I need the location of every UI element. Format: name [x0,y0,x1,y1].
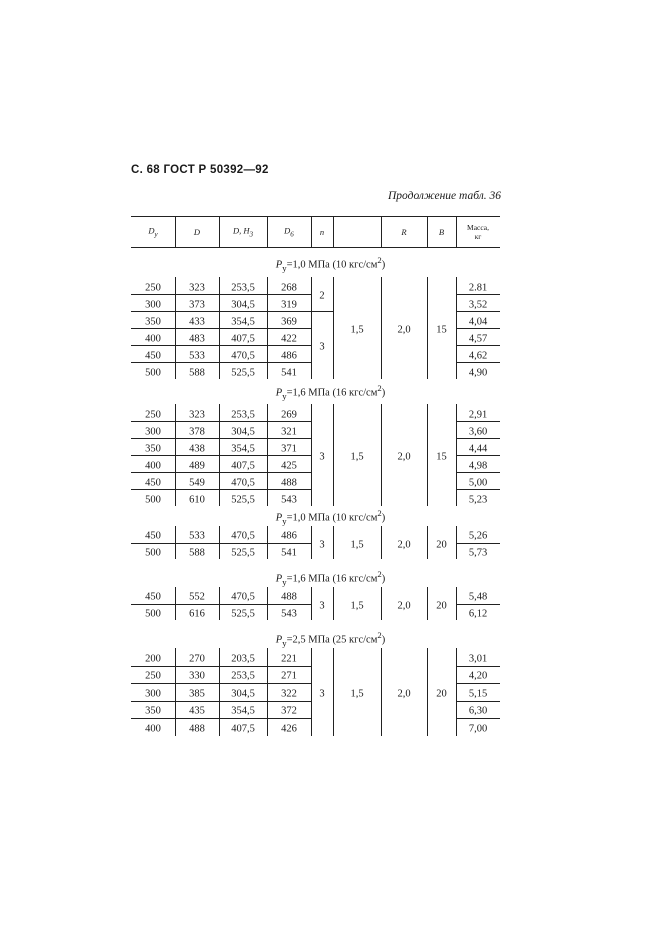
header-column-divider [427,216,428,247]
table-cell: 616 [189,608,205,620]
pressure-section-title: $P_y=1,0$ МПа (10 кгс/$см^2$) [275,255,386,273]
table-cell: 407,5 [231,723,255,735]
mass-cell: 2,91 [468,409,488,420]
table-cell: 470,5 [231,477,255,488]
table-cell: 221 [281,653,297,665]
column-header: D, $H_3$ [232,225,254,238]
mass-cell: 3,52 [468,299,488,310]
table-cell: 525,5 [231,547,255,559]
table-cell: 300 [145,426,161,437]
row-divider [456,472,500,473]
table-cell: 541 [281,367,297,378]
n-cell: 2 [319,290,325,302]
pressure-section-title: $P_y=1,6$ МПа (16 кгс/$см^2$) [275,569,386,587]
table-cell: 489 [189,460,205,471]
column-header: D [193,226,201,237]
row-divider [456,294,500,295]
table-cell: 354,5 [231,316,255,327]
merged-cell: 1,5 [350,324,364,336]
table-cell: 304,5 [231,426,255,437]
table-cell: 500 [145,494,161,505]
b-cell: 15 [436,451,447,463]
table-cell: 270 [189,653,205,665]
pressure-section-title: $P_y=2,5$ МПа (25 кгс/$см^2$) [275,630,386,648]
table-cell: 203,5 [231,653,255,665]
table-top-border [131,216,500,217]
mass-cell: 5,73 [468,547,488,559]
column-divider [311,648,312,736]
column-header: n [319,226,325,237]
r-cell: 2,0 [397,539,411,550]
table-cell: 253,5 [231,670,255,682]
table-cell: 407,5 [231,333,255,344]
column-divider [311,587,312,620]
table-cell: 271 [281,670,297,682]
table-cell: 250 [145,409,161,420]
n-cell: 3 [319,451,325,463]
row-divider [131,362,311,363]
mass-cell: 6,12 [468,608,488,620]
table-cell: 350 [145,316,161,327]
r-cell: 2,0 [397,600,411,611]
column-divider [381,587,382,620]
row-divider [131,683,311,684]
row-divider [131,294,311,295]
table-cell: 610 [189,494,205,505]
n-cell: 3 [319,600,325,611]
table-cell: 500 [145,547,161,559]
row-divider [456,311,500,312]
n-cell: 3 [319,688,325,700]
table-cell: 525,5 [231,608,255,620]
row-divider [456,604,500,605]
row-divider [456,683,500,684]
table-cell: 304,5 [231,688,255,700]
table-cell: 486 [281,530,297,542]
table-cell: 438 [189,443,205,454]
table-cell: 433 [189,316,205,327]
column-divider [219,648,220,736]
table-cell: 500 [145,367,161,378]
column-divider [311,404,312,506]
n-cell: 3 [319,341,325,353]
column-divider [427,277,428,379]
b-cell: 20 [436,600,447,611]
table-cell: 400 [145,460,161,471]
b-cell: 20 [436,688,447,700]
column-divider [311,277,312,379]
mass-cell: 2.81 [468,282,488,293]
column-divider [381,277,382,379]
header-column-divider [311,216,312,247]
merged-cell: 1,5 [350,451,364,463]
table-cell: 250 [145,670,161,682]
table-cell: 552 [189,591,205,603]
table-cell: 319 [281,299,297,310]
header-column-divider [219,216,220,247]
mass-cell: 4,62 [468,350,488,361]
column-divider [175,648,176,736]
row-divider [131,421,311,422]
header-column-divider [175,216,176,247]
pressure-section-title: $P_y=1,6$ МПа (16 кгс/$см^2$) [275,383,386,401]
header-column-divider [333,216,334,247]
column-divider [267,648,268,736]
row-divider [131,701,311,702]
table-cell: 486 [281,350,297,361]
table-cell: 425 [281,460,297,471]
table-cell: 525,5 [231,494,255,505]
row-divider [131,666,311,667]
row-divider [456,328,500,329]
mass-cell: 4,20 [468,670,488,682]
n-cell: 3 [319,539,325,550]
table-cell: 533 [189,350,205,361]
mass-cell: 5,15 [468,688,488,700]
table-cell: 488 [281,591,297,603]
header-column-divider [456,216,457,247]
table-cell: 304,5 [231,299,255,310]
table-cell: 500 [145,608,161,620]
table-cell: 323 [189,409,205,420]
row-divider [456,421,500,422]
r-cell: 2,0 [397,688,411,700]
column-divider [427,587,428,620]
table-cell: 422 [281,333,297,344]
table-cell: 450 [145,591,161,603]
mass-cell: 4,04 [468,316,488,327]
row-divider [456,438,500,439]
table-cell: 350 [145,705,161,717]
row-divider [131,543,311,544]
table-cell: 450 [145,350,161,361]
table-cell: 322 [281,688,297,700]
column-divider [333,277,334,379]
row-divider [131,718,311,719]
column-divider [381,404,382,506]
table-cell: 435 [189,705,205,717]
table-cell: 543 [281,608,297,620]
table-cell: 426 [281,723,297,735]
row-divider [456,701,500,702]
column-header: R [401,226,407,237]
row-divider [131,438,311,439]
column-divider [427,404,428,506]
column-header: Масса, кг [467,222,489,241]
mass-cell: 7,00 [468,723,488,735]
column-divider [427,526,428,559]
column-divider [311,526,312,559]
table-cell: 378 [189,426,205,437]
r-cell: 2,0 [397,324,411,336]
row-divider [131,472,311,473]
table-cell: 373 [189,299,205,310]
row-divider [456,345,500,346]
table-cell: 407,5 [231,460,255,471]
column-header: $D_6$ [284,225,294,238]
table-cell: 300 [145,688,161,700]
table-cell: 450 [145,530,161,542]
table-cell: 525,5 [231,367,255,378]
merged-cell: 1,5 [350,539,364,550]
column-divider [456,648,457,736]
mass-cell: 3,60 [468,426,488,437]
table-cell: 250 [145,282,161,293]
column-divider [381,526,382,559]
column-divider [333,587,334,620]
table-cell: 253,5 [231,282,255,293]
header-column-divider [267,216,268,247]
row-divider [131,604,311,605]
row-divider [456,362,500,363]
row-divider [131,345,311,346]
table-cell: 533 [189,530,205,542]
mass-cell: 4,90 [468,367,488,378]
row-divider [456,489,500,490]
mass-cell: 5,48 [468,591,488,603]
mass-cell: 4,57 [468,333,488,344]
column-divider [381,648,382,736]
table-cell: 488 [281,477,297,488]
table-cell: 470,5 [231,591,255,603]
table-cell: 371 [281,443,297,454]
table-cell: 354,5 [231,705,255,717]
table-cell: 588 [189,547,205,559]
table-cell: 300 [145,299,161,310]
table-cell: 323 [189,282,205,293]
row-divider [456,455,500,456]
mass-cell: 4,98 [468,460,488,471]
column-divider [333,526,334,559]
column-divider [427,648,428,736]
row-divider [456,543,500,544]
table-cell: 354,5 [231,443,255,454]
r-cell: 2,0 [397,451,411,463]
table-cell: 200 [145,653,161,665]
table-cell: 588 [189,367,205,378]
mass-cell: 3,01 [468,653,488,665]
header-bottom-border [131,247,500,248]
mass-cell: 5,23 [468,494,488,505]
table-cell: 350 [145,443,161,454]
table-cell: 253,5 [231,409,255,420]
table-cell: 483 [189,333,205,344]
merged-cell: 1,5 [350,688,364,700]
table-cell: 470,5 [231,530,255,542]
column-header: $D_y$ [148,225,158,238]
mass-cell: 5,26 [468,530,488,542]
table-cell: 330 [189,670,205,682]
table-cell: 470,5 [231,350,255,361]
merged-cell: 1,5 [350,600,364,611]
mass-cell: 5,00 [468,477,488,488]
row-divider [131,311,311,312]
b-cell: 15 [436,324,447,336]
row-divider [131,328,311,329]
row-divider [131,455,311,456]
column-divider [333,404,334,506]
row-divider [456,666,500,667]
table-cell: 269 [281,409,297,420]
table-cell: 385 [189,688,205,700]
n-group-divider [311,311,333,312]
header-column-divider [381,216,382,247]
table-cell: 268 [281,282,297,293]
table-cell: 541 [281,547,297,559]
column-divider [333,648,334,736]
column-header: B [438,226,445,237]
row-divider [456,718,500,719]
table-cell: 372 [281,705,297,717]
mass-cell: 4,44 [468,443,488,454]
table-cell: 400 [145,333,161,344]
b-cell: 20 [436,539,447,550]
row-divider [131,489,311,490]
table-cell: 549 [189,477,205,488]
pressure-section-title: $P_y=1,0$ МПа (10 кгс/$см^2$) [275,508,386,526]
table-cell: 369 [281,316,297,327]
page-header: С. 68 ГОСТ Р 50392—92 [131,164,269,176]
table-continuation-label: Продолжение табл. 36 [388,190,501,202]
table-cell: 543 [281,494,297,505]
table-cell: 321 [281,426,297,437]
table-cell: 488 [189,723,205,735]
table-cell: 400 [145,723,161,735]
table-cell: 450 [145,477,161,488]
mass-cell: 6,30 [468,705,488,717]
